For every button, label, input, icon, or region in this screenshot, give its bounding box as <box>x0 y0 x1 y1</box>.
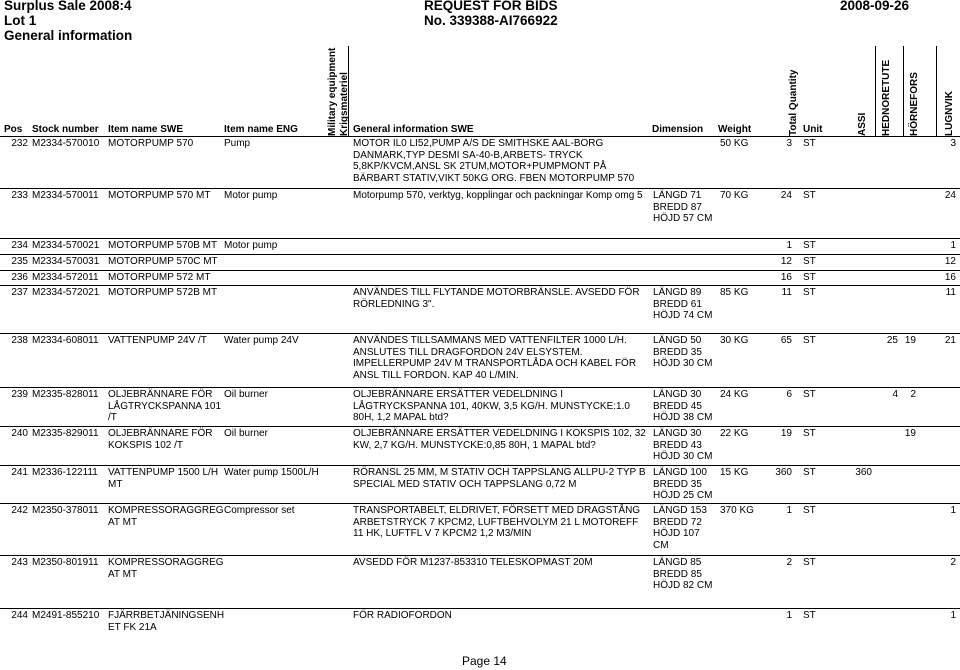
row-pos: 240 <box>11 428 28 439</box>
row-stock-number: M2334-570011 <box>32 190 99 201</box>
row-item-name-swe: KOMPRESSORAGGREG AT MT <box>108 505 224 528</box>
row-hornefors-qty: 19 <box>904 335 916 346</box>
row-general-info: TRANSPORTABELT, ELDRIVET, FÖRSETT MED DRAGSTÅNG ARBETSTRYCK 7 KPCM2, LUFTBEHVOLYM 21 L MOTOREFF 11 HK, LUFTFL V 7 KPCM2 1,2 M3/MIN <box>353 505 641 539</box>
row-dimension: LÄNGD 30 BREDD 45 HÖJD 38 CM <box>653 389 713 423</box>
row-lugnvik-qty: 1 <box>950 610 956 621</box>
row-total-quantity: 65 <box>780 335 792 346</box>
row-rule <box>0 285 960 286</box>
row-lugnvik-qty: 11 <box>945 287 956 298</box>
column-divider <box>875 46 876 136</box>
row-pos: 242 <box>11 505 28 516</box>
row-item-name-eng: Pump <box>224 138 251 149</box>
row-item-name-eng: Oil burner <box>224 389 268 400</box>
col-dimension: Dimension <box>652 124 704 135</box>
row-pos: 236 <box>11 272 28 283</box>
row-hornefors-qty: 19 <box>904 428 916 439</box>
row-weight: 70 KG <box>720 190 749 201</box>
row-unit: ST <box>803 467 816 478</box>
row-rule <box>0 188 960 189</box>
row-dimension: LÄNGD 30 BREDD 43 HÖJD 30 CM <box>653 428 713 462</box>
row-rule <box>0 387 960 388</box>
col-pos: Pos <box>4 124 23 135</box>
row-hednoretute-qty: 25 <box>886 335 898 346</box>
row-item-name-swe: MOTORPUMP 570 <box>108 138 194 149</box>
row-weight: 22 KG <box>720 428 749 439</box>
row-weight: 50 KG <box>720 138 749 149</box>
row-lugnvik-qty: 2 <box>950 557 956 568</box>
row-item-name-eng: Oil burner <box>224 428 268 439</box>
row-item-name-swe: MOTORPUMP 572B MT <box>108 287 218 298</box>
row-item-name-swe: FJÄRRBETJÄNINGSENH ET FK 21A <box>108 610 225 633</box>
row-item-name-eng: Motor pump <box>224 190 278 201</box>
row-total-quantity: 3 <box>786 138 792 149</box>
col-hornefors: HÖRNEFORS <box>909 72 920 136</box>
row-item-name-swe: MOTORPUMP 572 MT <box>108 272 211 283</box>
row-rule <box>0 503 960 504</box>
row-total-quantity: 6 <box>786 389 792 400</box>
row-lugnvik-qty: 16 <box>944 272 956 283</box>
row-stock-number: M2336-122111 <box>32 467 98 478</box>
row-rule <box>0 238 960 239</box>
row-item-name-swe: KOMPRESSORAGGREG AT MT <box>108 557 224 580</box>
row-total-quantity: 19 <box>780 428 792 439</box>
column-divider <box>903 46 904 136</box>
col-lugnvik: LUGNVIK <box>944 91 955 136</box>
row-item-name-eng: Compressor set <box>224 505 295 516</box>
row-unit: ST <box>803 557 816 568</box>
col-general-info: General information SWE <box>353 124 474 135</box>
row-unit: ST <box>803 335 816 346</box>
row-assi-qty: 360 <box>855 467 872 478</box>
col-krigsmateriel: Krigsmateriel <box>339 72 350 136</box>
row-rule <box>0 426 960 427</box>
row-pos: 239 <box>11 389 28 400</box>
row-lugnvik-qty: 1 <box>950 505 956 516</box>
row-general-info: OLJEBRÄNNARE ERSÄTTER VEDELDNING I KOKSPIS 102, 32 KW, 2,7 KG/H. MUNSTYCKE:0,85 80H, 1 MAPAL btd? <box>353 428 646 451</box>
row-item-name-swe: MOTORPUMP 570 MT <box>108 190 211 201</box>
row-weight: 24 KG <box>720 389 749 400</box>
row-item-name-swe: MOTORPUMP 570C MT <box>108 256 218 267</box>
row-stock-number: M2334-570010 <box>32 138 100 149</box>
row-stock-number: M2335-828011 <box>32 389 99 400</box>
row-stock-number: M2334-608011 <box>32 335 99 346</box>
row-dimension: LÄNGD 85 BREDD 85 HÖJD 82 CM <box>653 557 713 591</box>
col-unit: Unit <box>803 124 823 135</box>
row-general-info: MOTOR IL0 LI52,PUMP A/S DE SMITHSKE AAL-BORG DANMARK,TYP DESMI SA-40-B,ARBETS- TRYCK 5,8KP/KVCM,ANSL SK 2TUM,MOTOR+PUMPMONT PÅ BÄRBART STATIV,VIKT 50KG ORG. FBEN MOTORPUMP 570 <box>353 138 635 184</box>
row-lugnvik-qty: 24 <box>944 190 956 201</box>
lot-label: Lot 1 <box>4 13 37 28</box>
row-item-name-swe: OLJEBRÄNNARE FÖR LÅGTRYCKSPANNA 101 /T <box>108 389 222 423</box>
row-stock-number: M2334-572021 <box>32 287 100 298</box>
row-pos: 235 <box>11 256 28 267</box>
row-pos: 244 <box>11 610 28 621</box>
row-pos: 234 <box>11 240 28 251</box>
row-stock-number: M2491-855210 <box>32 610 100 621</box>
row-unit: ST <box>803 505 816 516</box>
row-weight: 15 KG <box>720 467 749 478</box>
row-dimension: LÄNGD 50 BREDD 35 HÖJD 30 CM <box>653 335 713 369</box>
row-general-info: ANVÄNDES TILLSAMMANS MED VATTENFILTER 1000 L/H. ANSLUTES TILL DRAGFORDON 24V ELSYSTEM. IMPELLERPUMP 24V M TRANSPORTLÅDA OCH KABEL FÖR ANSL TILL FORDON. KAP 40 L/MIN. <box>353 335 637 381</box>
col-weight: Weight <box>718 124 752 135</box>
row-weight: 30 KG <box>720 335 749 346</box>
section-label: General information <box>4 28 133 43</box>
row-total-quantity: 16 <box>780 272 792 283</box>
row-unit: ST <box>803 287 816 298</box>
row-stock-number: M2334-570031 <box>32 256 100 267</box>
column-divider <box>936 46 937 136</box>
row-unit: ST <box>803 389 816 400</box>
row-general-info: FÖR RADIOFORDON <box>353 610 452 621</box>
header-rule <box>0 136 960 137</box>
row-total-quantity: 360 <box>775 467 792 478</box>
row-rule <box>0 333 960 334</box>
row-pos: 237 <box>11 287 28 298</box>
col-assi: ASSI <box>857 112 868 136</box>
row-dimension: LÄNGD 89 BREDD 61 HÖJD 74 CM <box>653 287 713 321</box>
row-item-name-swe: OLJEBRÄNNARE FÖR KOKSPIS 102 /T <box>108 428 213 451</box>
row-total-quantity: 12 <box>780 256 792 267</box>
row-item-name-eng: Water pump 24V <box>224 335 299 346</box>
row-weight: 370 KG <box>720 505 754 516</box>
row-rule <box>0 608 960 609</box>
row-rule <box>0 555 960 556</box>
row-unit: ST <box>803 428 816 439</box>
row-pos: 241 <box>11 467 28 478</box>
row-total-quantity: 11 <box>781 287 792 298</box>
row-unit: ST <box>803 272 816 283</box>
row-rule <box>0 254 960 255</box>
sale-title: Surplus Sale 2008:4 <box>4 0 132 13</box>
row-dimension: LÄNGD 153 BREDD 72 HÖJD 107 CM <box>653 505 707 551</box>
row-hednoretute-qty: 4 <box>892 389 898 400</box>
row-lugnvik-qty: 12 <box>944 256 956 267</box>
row-unit: ST <box>803 610 816 621</box>
page-number: Page 14 <box>462 654 507 668</box>
row-pos: 233 <box>11 190 28 201</box>
row-dimension: LÄNGD 71 BREDD 87 HÖJD 57 CM <box>653 190 713 224</box>
col-hednoretute: HEDNORETUTE <box>881 59 892 136</box>
row-pos: 243 <box>11 557 28 568</box>
row-dimension: LÄNGD 100 BREDD 35 HÖJD 25 CM <box>653 467 713 501</box>
col-military-equipment: Military equipment <box>327 47 338 136</box>
row-unit: ST <box>803 138 816 149</box>
row-stock-number: M2350-801911 <box>32 557 99 568</box>
document-date: 2008-09-26 <box>840 0 910 13</box>
row-stock-number: M2350-378011 <box>32 505 99 516</box>
request-title: REQUEST FOR BIDS <box>424 0 558 13</box>
row-total-quantity: 2 <box>786 557 792 568</box>
col-total-quantity: Total Quantity <box>788 69 799 136</box>
row-pos: 238 <box>11 335 28 346</box>
row-lugnvik-qty: 21 <box>944 335 956 346</box>
row-weight: 85 KG <box>720 287 749 298</box>
row-pos: 232 <box>11 138 28 149</box>
row-total-quantity: 1 <box>786 505 792 516</box>
row-general-info: ANVÄNDES TILL FLYTANDE MOTORBRÄNSLE. AVSEDD FÖR RÖRLEDNING 3". <box>353 287 640 310</box>
col-item-name-eng: Item name ENG <box>224 124 298 135</box>
row-lugnvik-qty: 3 <box>950 138 956 149</box>
row-stock-number: M2334-572011 <box>32 272 99 283</box>
row-general-info: OLJEBRÄNNARE ERSÄTTER VEDELDNING I LÅGTRYCKSPANNA 101, 40KW, 3,5 KG/H. MUNSTYCKE:1.0 80H, 1,2 MAPAL btd? <box>353 389 630 423</box>
row-general-info: Motorpump 570, verktyg, kopplingar och packningar Komp omg 5 <box>353 190 643 201</box>
row-item-name-swe: MOTORPUMP 570B MT <box>108 240 218 251</box>
row-item-name-swe: VATTENPUMP 24V /T <box>108 335 207 346</box>
row-lugnvik-qty: 1 <box>950 240 956 251</box>
col-stock-number: Stock number <box>32 124 99 135</box>
row-total-quantity: 1 <box>786 610 792 621</box>
row-general-info: AVSEDD FÖR M1237-853310 TELESKOPMAST 20M <box>353 557 593 568</box>
row-rule <box>0 465 960 466</box>
row-item-name-eng: Motor pump <box>224 240 278 251</box>
row-item-name-eng: Water pump 1500L/H <box>224 467 319 478</box>
row-total-quantity: 1 <box>786 240 792 251</box>
row-unit: ST <box>803 190 816 201</box>
request-number: No. 339388-AI766922 <box>424 13 558 28</box>
row-stock-number: M2335-829011 <box>32 428 99 439</box>
row-total-quantity: 24 <box>780 190 792 201</box>
row-stock-number: M2334-570021 <box>32 240 100 251</box>
row-rule <box>0 270 960 271</box>
row-hornefors-qty: 2 <box>910 389 916 400</box>
row-item-name-swe: VATTENPUMP 1500 L/H MT <box>108 467 219 490</box>
row-unit: ST <box>803 256 816 267</box>
row-unit: ST <box>803 240 816 251</box>
row-general-info: RÖRANSL 25 MM, M STATIV OCH TAPPSLANG ALLPU-2 TYP B SPECIAL MED STATIV OCH TAPPSLANG 0,72 M <box>353 467 646 490</box>
column-divider <box>348 46 349 136</box>
col-item-name-swe: Item name SWE <box>108 124 184 135</box>
